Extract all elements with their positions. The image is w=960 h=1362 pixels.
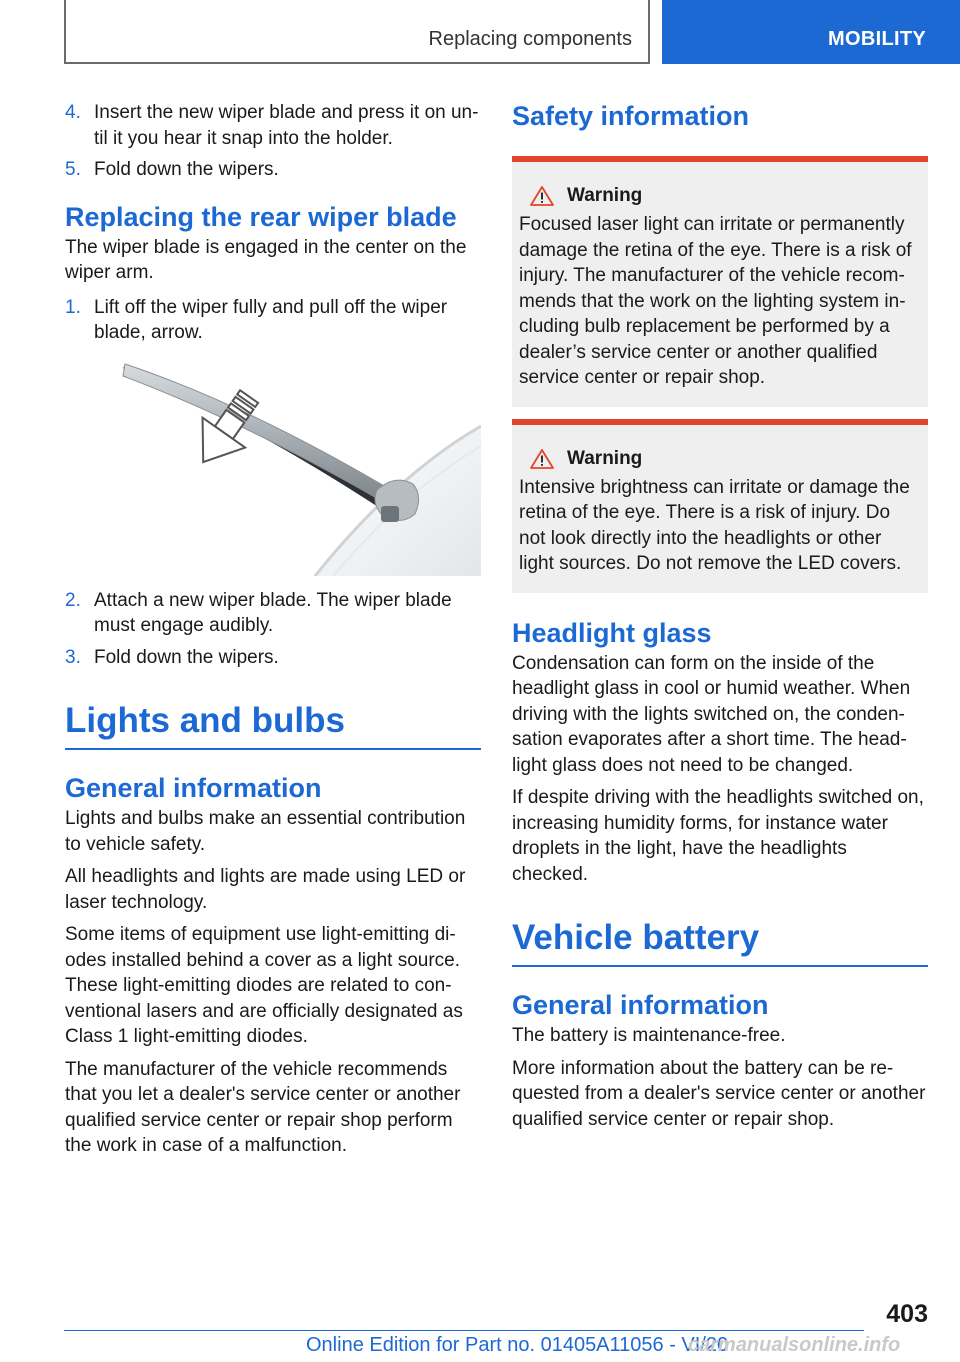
step-number: 5. <box>65 159 81 180</box>
paragraph: Condensation can form on the inside of the headlight glass in cool or humid weather. When driving with the lights switched on, the conden-sation evaporates after a short time. The head-light glass does not need to be changed. <box>512 652 911 776</box>
warning-title-row <box>519 182 921 210</box>
list-item <box>65 588 481 639</box>
warning-text: Focused laser light can irritate or permanently damage the retina of the eye. There is a risk of injury. The manufacturer of the vehicle recom-mends that the work on the lighting system in-cluding bulb replacement be performed by a dealer’s service center or another qualified service center or repair shop. <box>519 214 912 388</box>
footer-rule <box>64 1330 864 1331</box>
step-number: 3. <box>65 646 81 668</box>
warning-title-row <box>519 445 921 473</box>
heading-rule <box>512 965 928 967</box>
warning-title: Warning <box>567 447 643 469</box>
paragraph: Lights and bulbs make an essential contribution to vehicle safety. <box>65 808 466 855</box>
paragraph: The battery is maintenance-free. <box>512 1025 786 1046</box>
heading-rule <box>65 748 481 750</box>
rear-wiper-heading: Replacing the rear wiper blade <box>65 201 457 232</box>
right-column <box>512 100 928 1139</box>
headlight-glass-heading: Headlight glass <box>512 617 712 648</box>
step-text: Fold down the wipers. <box>94 646 279 668</box>
footer-edition: Online Edition for Part no. 01405A11056 - VI/20 <box>306 1334 729 1356</box>
step-number: 1. <box>65 296 81 318</box>
paragraph: Some items of equipment use light-emitting di-odes installed behind a cover as a light source. These light-emitting diodes are related to con-ventional lasers and are officially designated as Class 1 light-emitting diodes. <box>65 924 463 1047</box>
step-text: Insert the new wiper blade and press it on un-til it you hear it snap into the holder. <box>94 102 479 149</box>
paragraph: If despite driving with the headlights switched on, increasing humidity forms, for instance water droplets in the light, have the headlights checked. <box>512 787 924 885</box>
warning-box <box>512 419 928 593</box>
header-section-title: Replacing components <box>428 28 632 50</box>
list-item <box>65 295 481 346</box>
list-item <box>65 645 481 671</box>
lights-bulbs-heading: Lights and bulbs <box>65 701 345 740</box>
warning-triangle-icon <box>529 185 555 207</box>
warning-text: Intensive brightness can irritate or damage the retina of the eye. There is a risk of injury. Do not look directly into the headlights or other light sources. Do not remove the LED covers. <box>519 476 910 574</box>
step-text: Lift off the wiper fully and pull off the wiper blade, arrow. <box>94 296 448 343</box>
step-number: 2. <box>65 589 81 611</box>
vehicle-battery-heading: Vehicle battery <box>512 918 760 957</box>
wiper-illustration <box>65 356 481 576</box>
paragraph: More information about the battery can be re-quested from a dealer's service center or another qualified service center or repair shop. <box>512 1057 926 1130</box>
step-text: Attach a new wiper blade. The wiper blade must engage audibly. <box>94 589 452 636</box>
step-number: 4. <box>65 102 81 123</box>
header-chapter-tab <box>662 0 960 64</box>
warning-title: Warning <box>567 185 643 206</box>
general-info-heading: General information <box>65 773 322 803</box>
header-section-box <box>64 0 650 64</box>
step-text: Fold down the wipers. <box>94 159 279 180</box>
list-item <box>65 100 481 151</box>
wiper-blade-figure <box>65 356 481 576</box>
paragraph: The manufacturer of the vehicle recommends that you let a dealer's service center or another qualified service center or repair shop perform the work in case of a malfunction. <box>65 1058 461 1156</box>
warning-box <box>512 156 928 407</box>
battery-general-heading: General information <box>512 990 769 1020</box>
warning-triangle-icon <box>529 448 555 470</box>
paragraph: All headlights and lights are made using LED or laser technology. <box>65 866 466 913</box>
footer-watermark: carmanualsonline.info <box>688 1334 901 1356</box>
left-column <box>65 100 481 1166</box>
page-number: 403 <box>886 1300 928 1328</box>
rear-wiper-intro: The wiper blade is engaged in the center on the wiper arm. <box>65 236 467 283</box>
safety-info-heading: Safety information <box>512 101 750 131</box>
header-chapter-title: MOBILITY <box>828 28 926 50</box>
list-item <box>65 157 481 183</box>
